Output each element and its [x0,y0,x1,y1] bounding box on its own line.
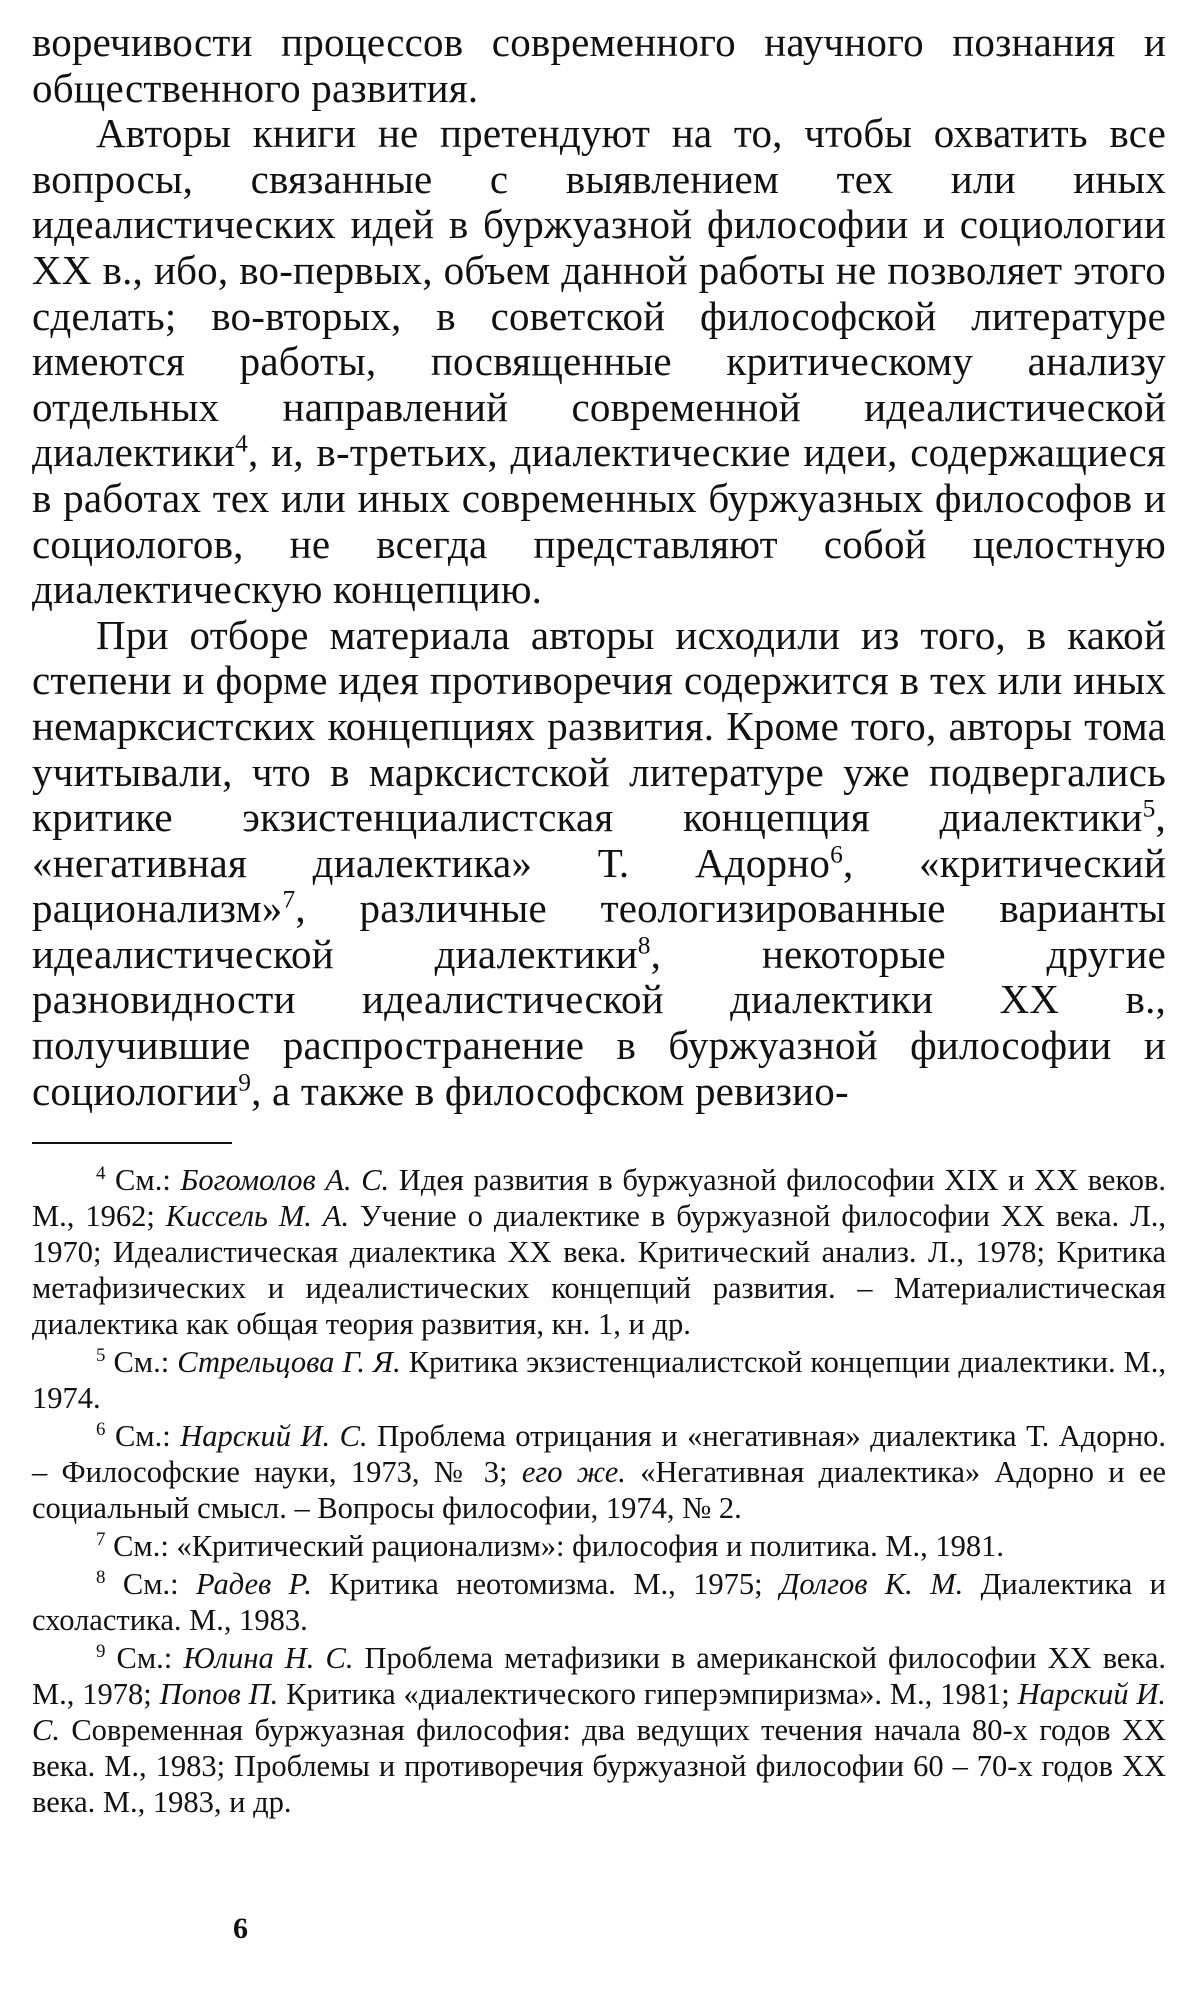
paragraph-3: При отборе материала авторы исходили из того, в какой степени и форме идея противоречия содержится в тех или иных немарксистских концепциях развития. Кроме того, авторы тома учитывали, что в марксистской литературе уже подвергались критике экзистенциалистская концепция диалектики$^5$, «негативная диалектика» Т. Адорно$^6$, «критический рационализм»$^7$, различные теологизированные варианты идеалистической диалектики$^8$, некоторые другие разновидности идеалистической диалектики XX в., получившие распространение в буржуазной философии и социологии$^9$, а также в философском ревизио- [32,611,1167,1114]
footnote-ref-4: 4 [235,429,249,458]
footnote-ref-5: 5 [1142,794,1156,823]
footnote-7: $^7$ См.: «Критический рационализм»: философия и политика. М., 1981. [96,1528,1005,1563]
footnote-ref-8: 8 [637,931,651,960]
footnote-4: $^4$ См.: Богомолов А. С. Идея развития в буржуазной философии XIX и XX веков. М., 1962; Киссель М. А. Учение о диалектике в буржуазной философии XX века. Л., 1970; Идеалистическая диалектика XX века. Критический анализ. Л., 1978; Критика метафизических и идеалистических концепций развития. – Материалистическая диалектика как общая теория развития, кн. 1, и др. [32,1162,1167,1341]
footnote-5: $^5$ См.: Стрельцова Г. Я. Критика экзистенциалистской концепции диалектики. М., 1974. [32,1344,1166,1415]
paragraph-1: воречивости процессов современного научного познания и общественного развития. [32,19,1166,111]
footnotes [32,1162,1166,1822]
footnote-ref-6: 6 [830,840,843,869]
paragraph-2: Авторы книги не претендуют на то, чтобы охватить все вопросы, связанные с выявлением тех или иных идеалистических идей в буржуазной философии и социологии XX в., ибо, во-первых, объем данной работы не позволяет этого сделать; во-вторых, в советской философской литературе имеются работы, посвященные критическому анализу отдельных направлений современной идеалистической диалектики$^4$, и, в-третьих, диалектические идеи, содержащиеся в работах тех или иных современных буржуазных философов и социологов, не всегда представляют собой целостную диалектическую концепцию. [32,110,1166,613]
footnote-ref-9: 9 [238,1068,252,1096]
footnote-9: $^9$ См.: Юлина Н. С. Проблема метафизики в американской философии XX века. М., 1978; Попов П. Критика «диалектического гиперэмпиризма». М., 1981; Нарский И. С. Современная буржуазная философия: два ведущих течения начала 80-х годов XX века. М., 1983; Проблемы и противоречия буржуазной философии 60 – 70-х годов XX века. М., 1983, и др. [32,1640,1167,1819]
footnote-separator [32,1142,232,1144]
footnote-6: $^6$ См.: Нарский И. С. Проблема отрицания и «негативная» диалектика Т. Адорно. – Философские науки, 1973, № 3; его же. «Негативная диалектика» Адорно и ее социальный смысл. – Вопросы философии, 1974, № 2. [32,1418,1166,1525]
main-text [32,20,1166,1114]
footnote-8: $^8$ См.: Радев Р. Критика неотомизма. М., 1975; Долгов К. М. Диалектика и схоластика. М., 1983. [32,1566,1166,1637]
footnote-ref-7: 7 [282,885,296,914]
page-number: 6 [233,1912,248,1945]
